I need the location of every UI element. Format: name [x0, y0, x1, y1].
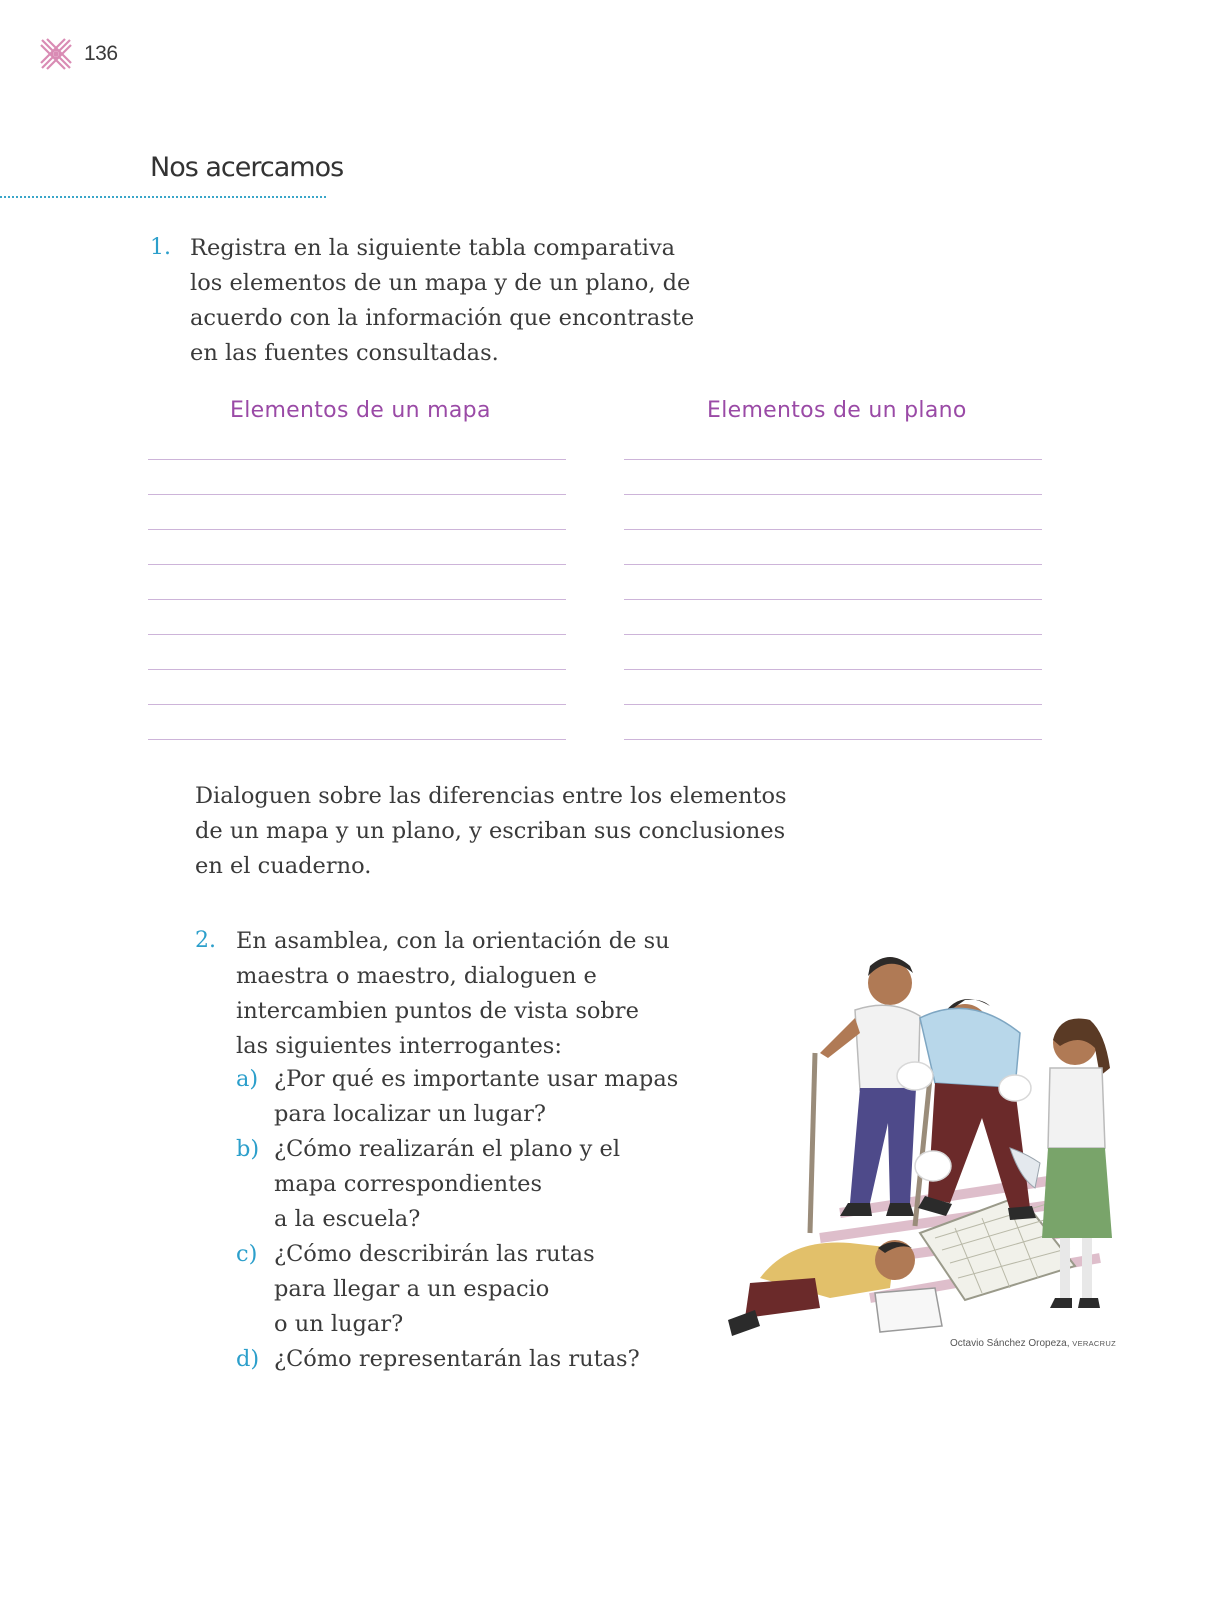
writing-line[interactable]	[148, 459, 566, 494]
writing-line[interactable]	[148, 564, 566, 599]
questions-list	[236, 1062, 678, 1377]
question-letter: c)	[236, 1241, 258, 1267]
writing-line[interactable]	[148, 704, 566, 739]
question-item	[236, 1132, 678, 1237]
activity-2-instructions	[236, 924, 670, 1064]
illustration-credit-name: Octavio Sánchez Oropeza,	[950, 1338, 1070, 1349]
decorative-star-icon	[38, 36, 74, 72]
activity-1-line: los elementos de un mapa y de un plano, de	[190, 270, 691, 296]
writing-line[interactable]	[624, 529, 1042, 564]
activity-1-number: 1.	[150, 235, 171, 260]
question-line: ¿Cómo describirán las rutas	[274, 1241, 595, 1267]
dialogue-instructions	[195, 779, 787, 884]
writing-line[interactable]	[624, 564, 1042, 599]
writing-line[interactable]	[624, 739, 1042, 774]
activity-1-line: en las fuentes consultadas.	[190, 340, 499, 366]
dialogue-line: de un mapa y un plano, y escriban sus conclusiones	[195, 818, 786, 844]
plan-elements-writing-area[interactable]	[624, 459, 1042, 774]
table-header-map: Elementos de un mapa	[230, 398, 491, 423]
writing-line[interactable]	[624, 704, 1042, 739]
activity-2-line: En asamblea, con la orientación de su	[236, 928, 670, 954]
illustration-credit-place: VERACRUZ	[1072, 1339, 1116, 1348]
writing-line[interactable]	[148, 739, 566, 774]
page-number: 136	[84, 42, 118, 65]
question-item	[236, 1342, 678, 1377]
activity-1-line: acuerdo con la información que encontraste	[190, 305, 695, 331]
activity-2-line: las siguientes interrogantes:	[236, 1033, 562, 1059]
writing-line[interactable]	[148, 669, 566, 704]
writing-line[interactable]	[624, 599, 1042, 634]
question-line: a la escuela?	[274, 1206, 421, 1232]
dialogue-line: en el cuaderno.	[195, 853, 372, 879]
question-letter: a)	[236, 1066, 259, 1092]
activity-2-number: 2.	[195, 928, 216, 953]
activity-2-line: intercambien puntos de vista sobre	[236, 998, 639, 1024]
writing-line[interactable]	[148, 599, 566, 634]
question-line: ¿Cómo realizarán el plano y el	[274, 1136, 621, 1162]
writing-line[interactable]	[624, 494, 1042, 529]
section-title: Nos acercamos	[150, 152, 344, 183]
question-letter: d)	[236, 1346, 260, 1372]
writing-line[interactable]	[148, 494, 566, 529]
question-line: para llegar a un espacio	[274, 1276, 550, 1302]
writing-line[interactable]	[624, 459, 1042, 494]
question-item	[236, 1237, 678, 1342]
writing-line[interactable]	[624, 669, 1042, 704]
notebook	[875, 1288, 942, 1332]
writing-line[interactable]	[148, 634, 566, 669]
activity-1-line: Registra en la siguiente tabla comparativa	[190, 235, 676, 261]
question-line: mapa correspondientes	[274, 1171, 542, 1197]
question-line: ¿Cómo representarán las rutas?	[274, 1346, 640, 1372]
activity-1-instructions	[190, 231, 694, 371]
question-item	[236, 1062, 678, 1132]
question-line: o un lugar?	[274, 1311, 404, 1337]
question-letter: b)	[236, 1136, 260, 1162]
dialogue-line: Dialoguen sobre las diferencias entre los elementos	[195, 783, 787, 809]
writing-line[interactable]	[624, 634, 1042, 669]
map-elements-writing-area[interactable]	[148, 459, 566, 774]
question-line: para localizar un lugar?	[274, 1101, 546, 1127]
table-header-plan: Elementos de un plano	[707, 398, 967, 423]
activity-2-line: maestra o maestro, dialoguen e	[236, 963, 597, 989]
section-title-underline	[0, 196, 326, 198]
writing-line[interactable]	[148, 529, 566, 564]
question-line: ¿Por qué es importante usar mapas	[274, 1066, 679, 1092]
children-reading-map-illustration	[720, 948, 1120, 1348]
page-marker	[38, 36, 118, 72]
boy-with-crutches	[810, 957, 930, 1233]
boy-bending	[918, 999, 1036, 1220]
illustration-credit	[950, 1338, 1116, 1349]
